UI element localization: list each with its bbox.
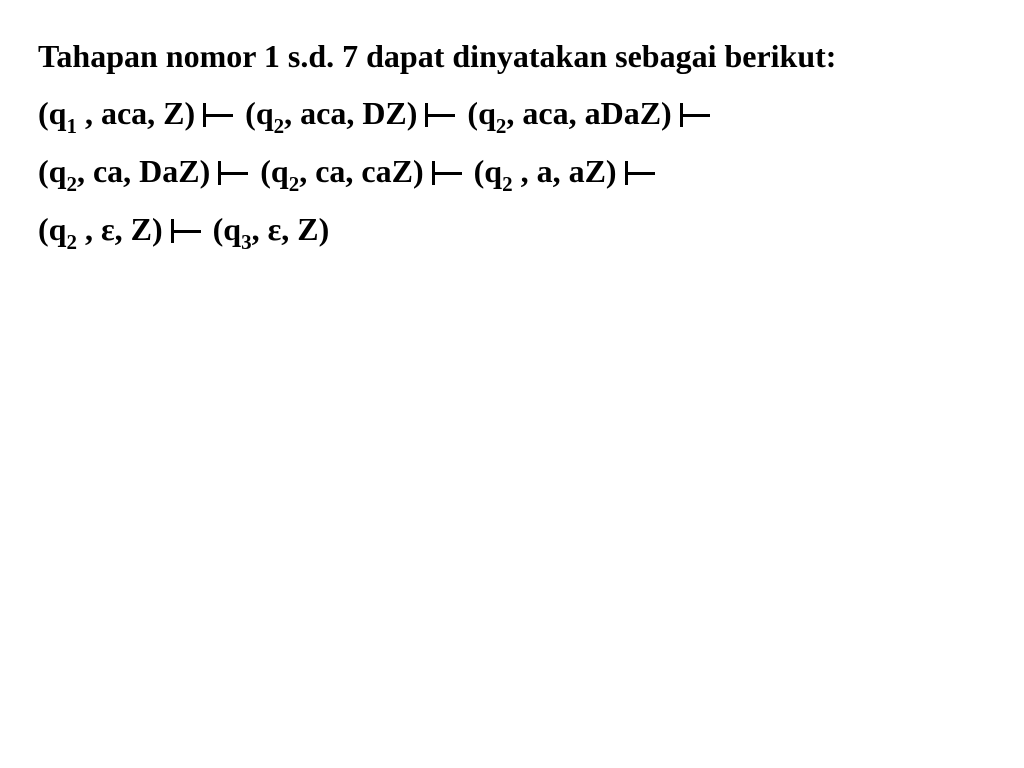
pda-configuration bbox=[245, 84, 417, 142]
config-state-open: (q bbox=[473, 153, 503, 189]
pda-configuration bbox=[38, 200, 163, 258]
config-state-open: (q bbox=[38, 95, 67, 131]
slide-content bbox=[38, 34, 998, 258]
pda-configuration bbox=[38, 84, 195, 142]
config-rest: , ε, Z) bbox=[76, 211, 163, 247]
pda-configuration bbox=[467, 84, 671, 142]
config-rest: , aca, Z) bbox=[76, 95, 196, 131]
turnstile-symbol bbox=[623, 161, 657, 185]
pda-configuration bbox=[38, 142, 210, 200]
config-state-open: (q bbox=[38, 153, 67, 189]
turnstile-symbol bbox=[430, 161, 464, 185]
state-subscript: 2 bbox=[502, 172, 513, 196]
config-rest: , aca, DZ) bbox=[284, 95, 418, 131]
config-state-open: (q bbox=[467, 95, 496, 131]
config-rest: , aca, aDaZ) bbox=[506, 95, 672, 131]
derivation-line bbox=[38, 142, 998, 200]
state-subscript: 1 bbox=[66, 114, 77, 138]
pda-configuration bbox=[213, 200, 330, 258]
config-rest: , a, aZ) bbox=[512, 153, 617, 189]
state-subscript: 2 bbox=[66, 230, 77, 254]
turnstile-symbol bbox=[201, 103, 235, 127]
pda-configuration bbox=[260, 142, 423, 200]
config-state-open: (q bbox=[260, 153, 289, 189]
state-subscript: 2 bbox=[66, 172, 77, 196]
derivation-line bbox=[38, 84, 998, 142]
state-subscript: 2 bbox=[273, 114, 285, 138]
derivation-sequence bbox=[38, 84, 998, 258]
slide-heading: Tahapan nomor 1 s.d. 7 dapat dinyatakan sebagai berikut: bbox=[38, 38, 837, 74]
config-state-open: (q bbox=[212, 211, 242, 247]
turnstile-symbol bbox=[169, 219, 203, 243]
turnstile-symbol bbox=[678, 103, 712, 127]
derivation-line bbox=[38, 200, 998, 258]
state-subscript: 3 bbox=[241, 230, 252, 254]
state-subscript: 2 bbox=[288, 172, 300, 196]
config-state-open: (q bbox=[38, 211, 67, 247]
config-rest: , ca, caZ) bbox=[299, 153, 424, 189]
config-rest: , ca, DaZ) bbox=[76, 153, 211, 189]
state-subscript: 2 bbox=[495, 114, 507, 138]
config-rest: , ε, Z) bbox=[251, 211, 330, 247]
pda-configuration bbox=[474, 142, 617, 200]
config-state-open: (q bbox=[245, 95, 274, 131]
turnstile-symbol bbox=[423, 103, 457, 127]
turnstile-symbol bbox=[216, 161, 250, 185]
